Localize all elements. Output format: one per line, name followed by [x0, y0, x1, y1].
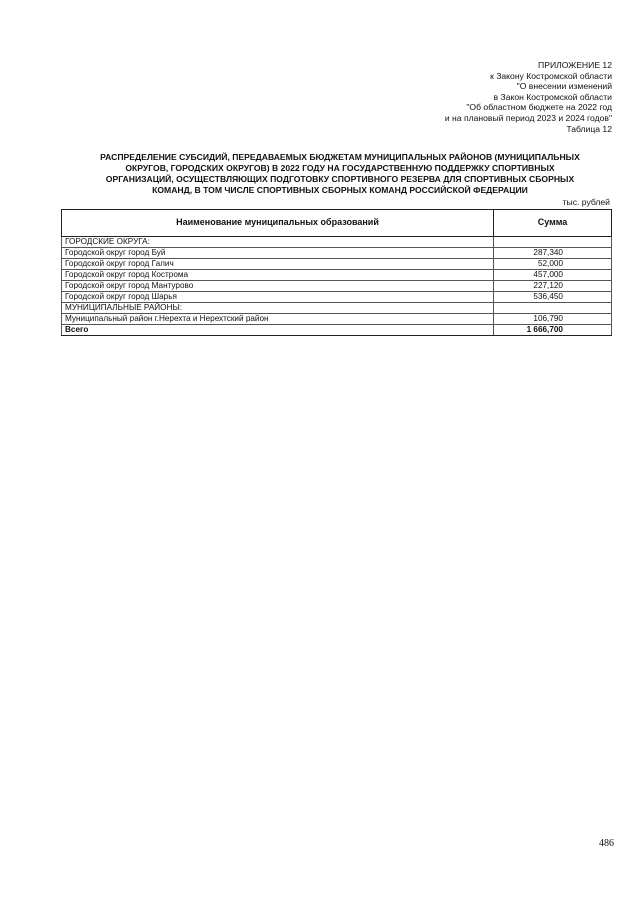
row-sum: 287,340: [494, 248, 612, 259]
appendix-line: "Об областном бюджете на 2022 год: [466, 102, 612, 113]
row-name: Городской округ город Буй: [62, 248, 494, 259]
title-line: РАСПРЕДЕЛЕНИЕ СУБСИДИЙ, ПЕРЕДАВАЕМЫХ БЮДЖЕТАМ МУНИЦИПАЛЬНЫХ РАЙОНОВ (МУНИЦИПАЛЬНЫХ: [100, 152, 580, 162]
table-row: [62, 281, 612, 292]
row-sum: 536,450: [494, 292, 612, 303]
title-line: ОРГАНИЗАЦИЙ, ОСУЩЕСТВЛЯЮЩИХ ПОДГОТОВКУ СПОРТИВНОГО РЕЗЕРВА ДЛЯ СПОРТИВНЫХ СБОРНЫХ: [105, 174, 575, 184]
row-name: Муниципальный район г.Нерехта и Нерехтский район: [62, 314, 494, 325]
title-line: КОМАНД, В ТОМ ЧИСЛЕ СПОРТИВНЫХ СБОРНЫХ КОМАНД РОССИЙСКОЙ ФЕДЕРАЦИИ: [152, 185, 528, 195]
row-name: Городской округ город Галич: [62, 259, 494, 270]
appendix-line: и на плановый период 2023 и 2024 годов": [444, 112, 612, 123]
table-row: [62, 303, 612, 314]
header-name: Наименование муниципальных образований: [62, 210, 494, 237]
appendix-line: Таблица 12: [566, 123, 612, 134]
units-label: тыс. рублей: [562, 197, 610, 207]
table-row: [62, 237, 612, 248]
title-line: ОКРУГОВ, ГОРОДСКИХ ОКРУГОВ) В 2022 ГОДУ НА ГОСУДАРСТВЕННУЮ ПОДДЕРЖКУ СПОРТИВНЫХ: [125, 163, 555, 173]
row-name: Городской округ город Кострома: [62, 270, 494, 281]
table-header-row: [62, 210, 612, 237]
table-row: [62, 248, 612, 259]
page-number: 486: [599, 838, 614, 849]
header-sum: Сумма: [494, 210, 612, 237]
row-name: Городской округ город Мантурово: [62, 281, 494, 292]
row-sum: 227,120: [494, 281, 612, 292]
row-name: МУНИЦИПАЛЬНЫЕ РАЙОНЫ:: [62, 303, 494, 314]
row-sum: [494, 303, 612, 314]
row-name: Городской округ город Шарья: [62, 292, 494, 303]
appendix-line: к Закону Костромской области: [490, 70, 612, 81]
total-label: Всего: [62, 325, 494, 336]
table-row: [62, 292, 612, 303]
appendix-line: "О внесении изменений: [516, 81, 612, 92]
row-sum: 106,790: [494, 314, 612, 325]
table-row: [62, 314, 612, 325]
row-sum: [494, 237, 612, 248]
table-total-row: [62, 325, 612, 336]
appendix-line: в Закон Костромской области: [493, 91, 612, 102]
total-sum: 1 666,700: [494, 325, 612, 336]
document-title: [62, 152, 618, 196]
subsidy-table: [61, 209, 612, 336]
row-sum: 52,000: [494, 259, 612, 270]
table-row: [62, 270, 612, 281]
appendix-line: ПРИЛОЖЕНИЕ 12: [538, 60, 612, 70]
appendix-block: [292, 60, 612, 134]
row-name: ГОРОДСКИЕ ОКРУГА:: [62, 237, 494, 248]
row-sum: 457,000: [494, 270, 612, 281]
table-row: [62, 259, 612, 270]
